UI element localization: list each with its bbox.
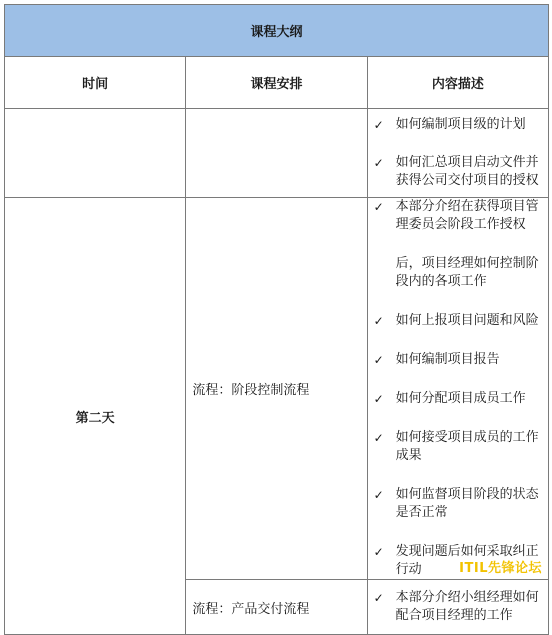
list-item: ✓ 如何编制项目级的计划 [373,117,526,132]
desc-cell [367,109,548,198]
check-icon: ✓ [373,545,384,559]
list-item: ✓ 如何接受项目成员的工作成果 [373,430,539,463]
course-outline-table [4,4,549,635]
check-icon: ✓ [373,118,384,132]
day-label: 第二天 [5,198,186,635]
check-icon: ✓ [373,156,384,170]
check-icon: ✓ [373,392,384,406]
list-item: ✓ 如何汇总项目启动文件并获得公司交付项目的授权 [373,155,539,188]
plan-product-delivery: 流程：产品交付流程 [186,580,367,635]
list-item: ✓ 本部分介绍在获得项目管理委员会阶段工作授权 [373,199,539,232]
list-item: ✓ 如何编制项目报告 [373,352,500,367]
check-icon: ✓ [373,488,384,502]
forum-watermark: ITIL先锋论坛 [459,561,542,576]
check-icon: ✓ [373,591,384,605]
plan-cell-empty [186,109,367,198]
list-item-continuation: 后，项目经理如何控制阶段内的各项工作 [395,256,539,289]
list-item: ✓ 发现问题后如何采取纠正行动 [373,544,539,577]
table-title: 课程大纲 [5,5,549,57]
desc-cell [367,198,548,580]
desc-cell [367,580,548,635]
check-icon: ✓ [373,353,384,367]
header-time: 时间 [5,57,186,109]
list-item: ✓ 如何监督项目阶段的状态是否正常 [373,487,539,520]
header-plan: 课程安排 [186,57,367,109]
time-cell-empty [5,109,186,198]
check-icon: ✓ [373,314,384,328]
list-item: ✓ 本部分介绍小组经理如何配合项目经理的工作 [373,590,539,623]
check-icon: ✓ [373,200,384,214]
list-item: ✓ 如何上报项目问题和风险 [373,313,539,328]
check-icon: ✓ [373,431,384,445]
list-item: ✓ 如何分配项目成员工作 [373,391,526,406]
header-desc: 内容描述 [367,57,548,109]
plan-stage-control: 流程：阶段控制流程 [186,198,367,580]
